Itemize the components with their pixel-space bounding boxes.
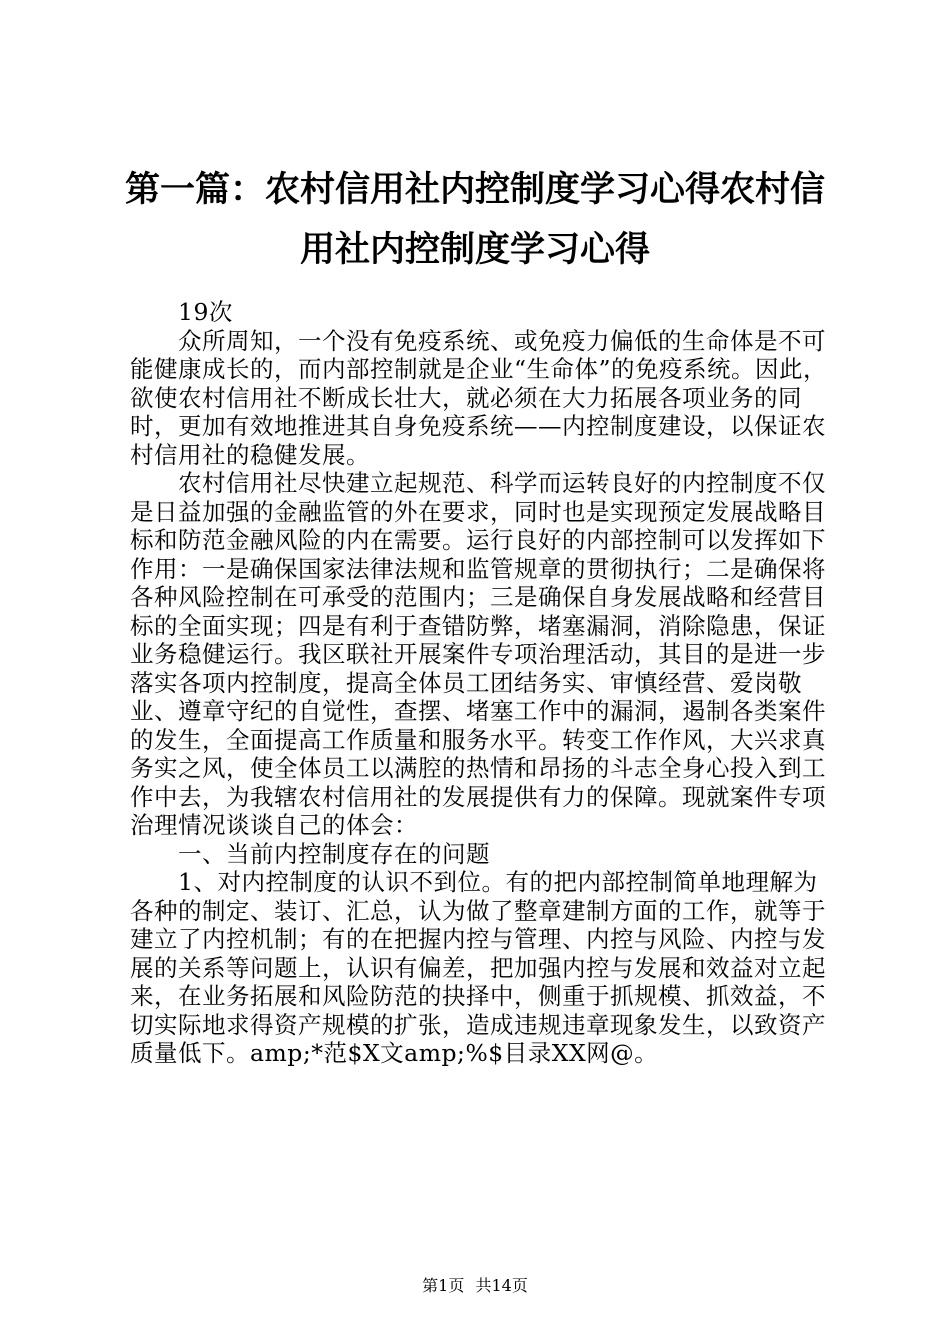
document-title [100,160,850,280]
paragraph: 农村信用社尽快建立起规范、科学而运转良好的内控制度不仅是日益加强的金融监管的外在要求，同时也是实现预定发展战略目标和防范金融风险的内在需要。运行良好的内部控制可以发挥如下作用：一是确保国家法律法规和监管规章的贯彻执行；二是确保将各种风险控制在可承受的范围内；三是确保自身发展战略和经营目标的全面实现；四是有利于查错防弊，堵塞漏洞，消除隐患，保证业务稳健运行。我区联社开展案件专项治理活动，其目的是进一步落实各项内控制度，提高全体员工团结务实、审慎经营、爱岗敬业、遵章守纪的自觉性，查摆、堵塞工作中的漏洞，遏制各类案件的发生，全面提高工作质量和服务水平。转变工作作风，大兴求真务实之风，使全体员工以满腔的热情和昂扬的斗志全身心投入到工作中去，为我辖农村信用社的发展提供有力的保障。现就案件专项治理情况谈谈自己的体会： [130,469,826,839]
page-total: 共14页 [475,1276,528,1295]
document-body [130,298,840,1068]
view-count: 19次 [178,298,233,326]
title-line-2: 用社内控制度学习心得 [299,230,650,270]
paragraph: 众所周知，一个没有免疫系统、或免疫力偏低的生命体是不可能健康成长的，而内部控制就是企业“生命体”的免疫系统。因此，欲使农村信用社不断成长壮大，就必须在大力拓展各项业务的同时，更加有效地推进其自身免疫系统——内控制度建设，以保证农村信用社的稳健发展。 [130,326,828,469]
title-line-1: 第一篇：农村信用社内控制度学习心得农村信 [124,170,825,210]
page-footer [0,1276,950,1296]
section-heading: 一、当前内控制度存在的问题 [178,839,490,868]
page-number: 第1页 [422,1276,465,1295]
paragraph: 1、对内控制度的认识不到位。有的把内部控制简单地理解为各种的制定、装订、汇总，认为做了整章建制方面的工作，就等于建立了内控机制；有的在把握内控与管理、内控与风险、内控与发展的关系等问题上，认识有偏差，把加强内控与发展和效益对立起来，在业务拓展和风险防范的抉择中，侧重于抓规模、抓效益，不切实际地求得资产规模的扩张，造成违规违章现象发生，以致资产质量低下。amp;*范$X文amp;%$目录XX网@。 [130,868,826,1067]
